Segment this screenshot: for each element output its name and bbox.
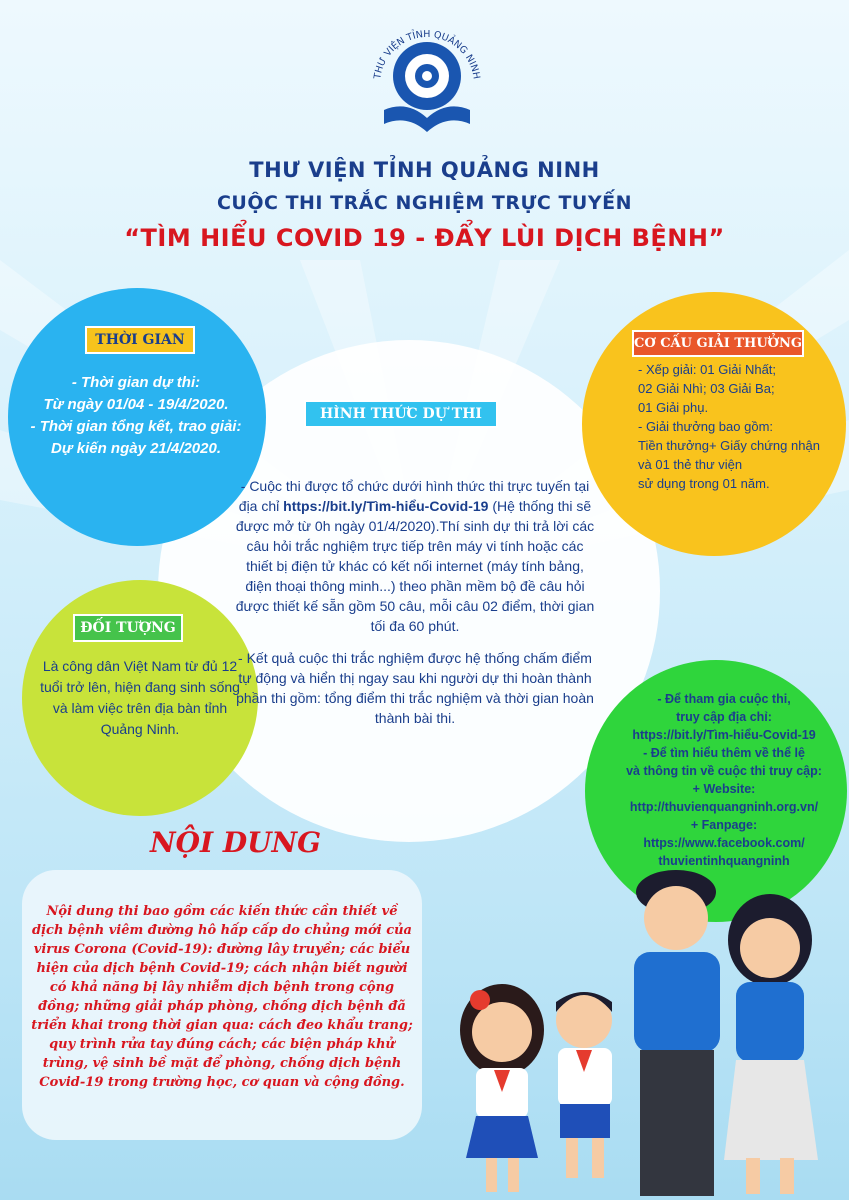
time-line: Dự kiến ngày 21/4/2020. [51,440,221,457]
fanpage-link[interactable]: https://www.facebook.com/ [643,836,805,850]
join-line: - Để tham gia cuộc thi, [657,692,791,706]
join-line: và thông tin về cuộc thi truy cập: [626,764,822,778]
time-details [20,372,252,460]
fanpage-link[interactable]: thuvientinhquangninh [658,854,790,868]
library-logo-icon [362,14,492,144]
prize-label: CƠ CẤU GIẢI THƯỞNG [632,330,804,357]
join-line: + Website: [692,782,756,796]
join-link[interactable]: https://bit.ly/Tìm-hiểu-Covid-19 [632,728,816,742]
library-name-heading: THƯ VIỆN TỈNH QUẢNG NINH [249,158,600,182]
format-paragraph-2: - Kết quả cuộc thi trắc nghiệm được hệ thống chấm điểm tự động và hiển thị ngay sau khi người dự thi hoàn thành phần thi gồm: tổng điểm thi trắc nghiệm và thời gian hoàn thành bài thi. [236,650,594,726]
logo-arc-text: THƯ VIỆN TỈNH QUẢNG NINH [372,28,482,80]
format-details [232,476,598,740]
family-illustration-icon [440,860,849,1200]
prize-line: sử dụng trong 01 năm. [638,476,770,491]
contest-title-heading: “TÌM HIỂU COVID 19 - ĐẨY LÙI DỊCH BỆNH” [124,224,725,252]
join-line: - Để tìm hiểu thêm về thể lệ [643,746,805,760]
prize-line: 02 Giải Nhì; 03 Giải Ba; [638,381,775,396]
time-label: THỜI GIAN [85,326,195,354]
prize-line: 01 Giải phụ. [638,400,709,415]
format-text: (Hệ thống thi sẽ được mở từ 0h ngày 01/4/2020).Thí sinh dự thi trả lời các câu hỏi trắc nghiệm trực tiếp trên máy vi tính hoặc các thiết bị điện tử khác có kết nối internet (máy tính bảng, điện thoại thông minh...) theo phần mềm bộ đề câu hỏi được thiết kế sẵn gồm 50 câu, mỗi câu 02 điểm, thời gian tối đa 60 phút. [235,498,595,634]
format-paragraph-1 [232,476,598,636]
content-title: NỘI DUNG [150,826,322,859]
time-line: Từ ngày 01/04 - 19/4/2020. [43,396,229,413]
prize-line: và 01 thẻ thư viện [638,457,743,472]
format-label: HÌNH THỨC DỰ THI [304,400,498,428]
audience-label: ĐỐI TƯỢNG [73,614,183,642]
prize-line: Tiền thưởng+ Giấy chứng nhận [638,438,820,453]
website-link[interactable]: http://thuvienquangninh.org.vn/ [629,800,819,814]
content-text: Nội dung thi bao gồm các kiến thức cần thiết về dịch bệnh viêm đường hô hấp cấp do chủng mới của virus Corona (Covid-19): đường lây truyền; các biểu hiện của dịch bệnh Covid-19; cách nhận biết người có khả năng bị lây nhiễm dịch bệnh trong cộng đồng; những giải pháp phòng, chống dịch bệnh đã triển khai trong thời gian qua: cách đeo khẩu trang; quy trình rửa tay đúng cách; các biện pháp khử trùng, vệ sinh bề mặt để phòng, chống dịch bệnh Covid-19 trong trường học, cơ quan và cộng đồng. [31,904,413,1090]
time-line: - Thời gian tổng kết, trao giải: [30,418,242,435]
join-line: + Fanpage: [690,818,758,832]
contest-link[interactable]: https://bit.ly/Tìm-hiểu-Covid-19 [283,498,489,514]
audience-details: Là công dân Việt Nam từ đủ 12 tuổi trở lên, hiện đang sinh sống và làm việc trên địa bàn tỉnh Quảng Ninh. [40,658,240,737]
prize-line: - Xếp giải: 01 Giải Nhất; [638,362,777,377]
prize-details [638,360,838,493]
format-text: - Cuộc thi được tổ chức dưới hình thức thi trực tuyến tại địa chỉ [238,478,590,514]
prize-line: - Giải thưởng bao gồm: [638,419,774,434]
join-line: truy cập địa chỉ: [676,710,772,724]
contest-type-heading: CUỘC THI TRẮC NGHIỆM TRỰC TUYẾN [216,192,632,214]
join-details [612,690,836,870]
time-line: - Thời gian dự thi: [71,374,201,391]
